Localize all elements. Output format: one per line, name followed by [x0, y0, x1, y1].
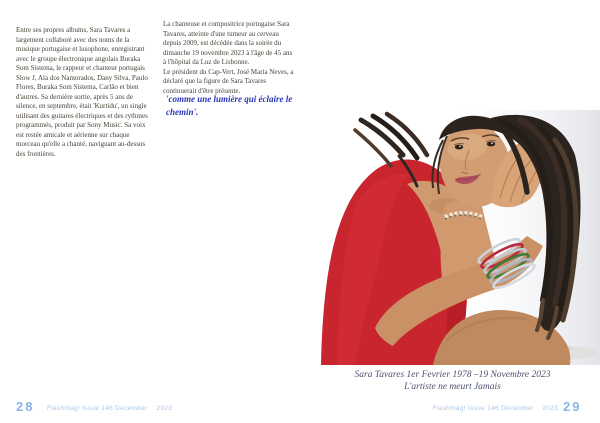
footer-left	[47, 405, 172, 412]
article-paragraph-obituary: La chanteuse et compositrice portugaise Sara Tavares, atteinte d'une tumeur au cerveau depuis 2009, est décédée dans la soirée du dimanche 19 novembre 2023 à l'âge de 45 ans à l'hôpital da Luz de Lisbonne.	[163, 20, 293, 67]
footer-right-year: 2023	[542, 405, 558, 412]
footer-right-title: Flashmag! Issue 146 December	[432, 405, 534, 412]
page-number-left: 28	[16, 399, 35, 414]
footer-right	[408, 405, 558, 412]
caption-dates: Sara Tavares 1er Fevrier 1978 –19 Novembre 2023	[354, 370, 551, 380]
article-column-1: Entre ses propres albums, Sara Tavares a largement collaboré avec des noms de la musique portugaise et lusophone, enregistrant avec le groupe électronique angolais Buraka Som Sistema, le rappeur et chanteur portugais Slow J, Ala dos Namorados, Dany Silva, Paulo Flores, Buraka Som Sistema, Carlão et bien d'autres. Sa dernière sortie, après 5 ans de silence, en septembre, était 'Kurtidu', un single utilisant des guitares électriques et des rythmes programmés, produit par Sony Music. Sa voix est restée amicale et aérienne sur chaque morceau qu'elle a chanté, naviguant au-dessus des frontières.	[16, 26, 148, 158]
caption-tribute: L'artiste ne meurt Jamais	[404, 381, 501, 392]
photo-figure	[295, 110, 600, 365]
footer-left-year: 2023	[156, 405, 173, 412]
pull-quote: 'comme une lumière qui éclaire le chemin'.	[166, 94, 293, 118]
photo-caption	[305, 370, 600, 394]
article-column-2	[163, 20, 294, 96]
article-paragraph-president: Le président du Cap-Vert, José Maria Neves, a déclaré que la figure de Sara Tavares continuerait d'être présente.	[163, 67, 294, 95]
sara-tavares-photo	[295, 110, 600, 365]
page-number-right: 29	[563, 399, 582, 414]
footer-left-title: Flashmag! Issue 146 December	[47, 405, 148, 412]
